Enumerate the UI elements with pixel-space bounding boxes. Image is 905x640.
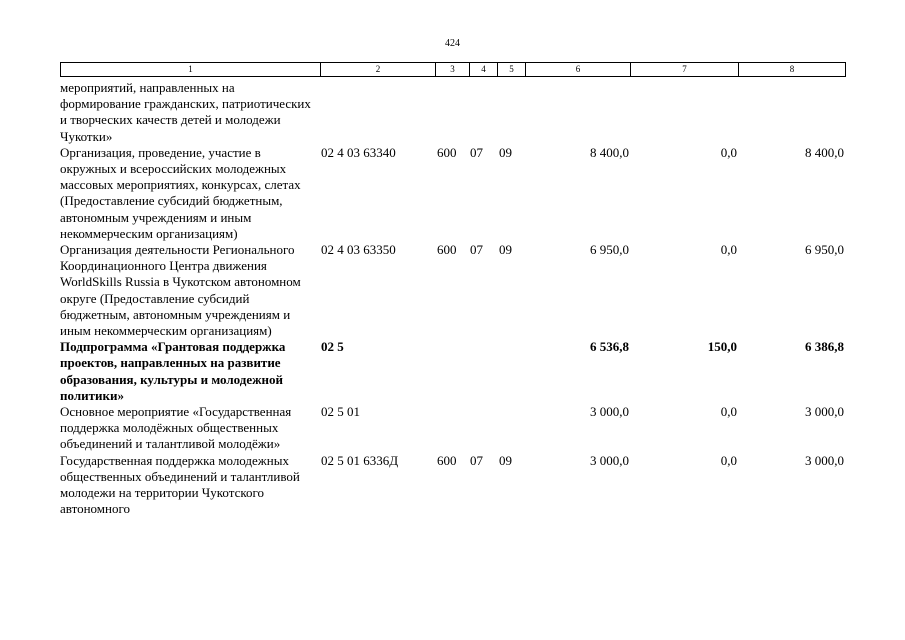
row-col8: 8 400,0 xyxy=(805,144,844,160)
header-row xyxy=(61,63,846,77)
row-code: 02 4 03 63340 xyxy=(321,144,396,160)
header-cell-5: 5 xyxy=(498,63,526,77)
row-name: Организация, проведение, участие в окружных и всероссийских молодежных массовых мероприятиях, конкурсах, слетах (Предоставление субсидий бюджетным, автономным учреждениям и иным некоммерческим организациям) xyxy=(60,144,301,241)
row-col8: 6 386,8 xyxy=(805,339,844,355)
row-col3: 600 xyxy=(437,144,457,160)
header-cell-1: 1 xyxy=(61,63,321,77)
row-col7: 0,0 xyxy=(720,144,737,160)
row-col8: 3 000,0 xyxy=(805,404,844,420)
row-col8: 3 000,0 xyxy=(805,452,844,468)
row-col6: 3 000,0 xyxy=(590,404,629,420)
row-col5: 09 xyxy=(499,144,512,160)
row-name: Подпрограмма «Грантовая поддержка проектов, направленных на развитие образования, культуры и молодежной политики» xyxy=(60,339,286,403)
row-col5 xyxy=(497,404,525,453)
row-col8 xyxy=(738,80,845,145)
row-code: 02 5 01 6336Д xyxy=(321,452,399,468)
table-row xyxy=(60,80,845,145)
row-col7: 0,0 xyxy=(720,404,737,420)
row-col4: 07 xyxy=(470,144,483,160)
row-col4: 07 xyxy=(470,242,483,258)
row-name: Организация деятельности Регионального Координационного Центра движения WorldSkills Russia в Чукотском автономном округе (Предоставление субсидий бюджетным, автономным учреждениям и иным некоммерческим организациям) xyxy=(60,242,301,339)
row-col8: 6 950,0 xyxy=(805,242,844,258)
row-code: 02 4 03 63350 xyxy=(321,242,396,258)
row-code: 02 5 01 xyxy=(321,404,360,420)
row-name: Основное мероприятие «Государственная поддержка молодёжных общественных объединений и талантливой молодёжи» xyxy=(60,404,292,452)
row-col6: 6 536,8 xyxy=(590,339,629,355)
row-col3 xyxy=(435,80,469,145)
header-cell-6: 6 xyxy=(526,63,631,77)
header-cell-2: 2 xyxy=(321,63,436,77)
row-col6 xyxy=(525,80,630,145)
header-cell-3: 3 xyxy=(436,63,470,77)
row-col7 xyxy=(630,80,738,145)
row-col3: 600 xyxy=(437,242,457,258)
row-code: 02 5 xyxy=(321,339,344,355)
row-col7: 0,0 xyxy=(720,242,737,258)
row-col5: 09 xyxy=(499,452,512,468)
row-col7: 0,0 xyxy=(720,452,737,468)
row-col5 xyxy=(497,339,525,404)
row-col4 xyxy=(469,404,497,453)
row-col4: 07 xyxy=(470,452,483,468)
row-col3: 600 xyxy=(437,452,457,468)
table-row xyxy=(60,404,845,453)
header-cell-7: 7 xyxy=(631,63,739,77)
row-code xyxy=(320,80,435,145)
row-col7: 150,0 xyxy=(707,339,737,355)
row-col6: 3 000,0 xyxy=(590,452,629,468)
table-row xyxy=(60,453,845,518)
row-col3 xyxy=(435,404,469,453)
page-number: 424 xyxy=(445,38,460,49)
column-header-table xyxy=(60,62,846,77)
row-col5: 09 xyxy=(499,242,512,258)
header-cell-4: 4 xyxy=(470,63,498,77)
row-col6: 8 400,0 xyxy=(590,144,629,160)
row-name: мероприятий, направленных на формирование гражданских, патриотических и творческих качеств детей и молодежи Чукотки» xyxy=(60,80,311,144)
header-cell-8: 8 xyxy=(739,63,846,77)
row-col4 xyxy=(469,80,497,145)
budget-table xyxy=(60,80,845,517)
row-name: Государственная поддержка молодежных общественных объединений и талантливой молодежи на территории Чукотского автономного xyxy=(60,452,300,517)
table-row-subprogram xyxy=(60,339,845,404)
table-row xyxy=(60,242,845,339)
row-col3 xyxy=(435,339,469,404)
row-col5 xyxy=(497,80,525,145)
table-row xyxy=(60,145,845,242)
row-col4 xyxy=(469,339,497,404)
row-col6: 6 950,0 xyxy=(590,242,629,258)
